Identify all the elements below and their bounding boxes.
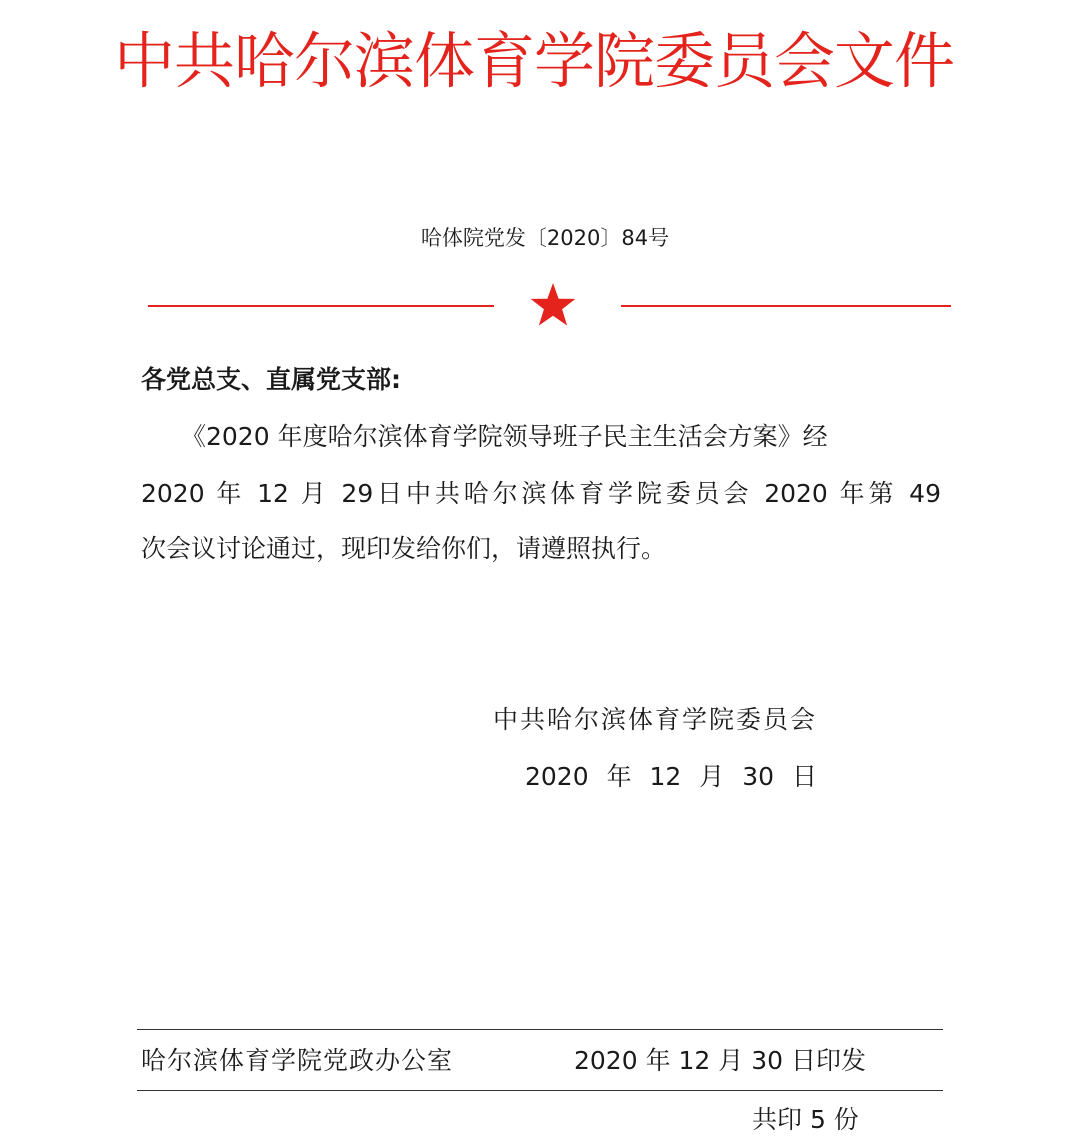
paragraph-line: 次会议讨论通过，现印发给你们，请遵照执行。	[141, 534, 667, 563]
document-header-title: 中共哈尔滨体育学院委员会文件	[113, 26, 954, 97]
footer-issue-date: 2020 年 12 月 30 日印发	[574, 1046, 866, 1075]
paragraph-line: 《2020 年度哈尔滨体育学院领导班子民主生活会方案》经	[181, 422, 828, 451]
header-divider-right	[621, 305, 951, 307]
footer-copies: 共印 5 份	[752, 1105, 859, 1134]
footer-office: 哈尔滨体育学院党政办公室	[141, 1046, 454, 1075]
paragraph-line: 2020 年 12 月 29日中共哈尔滨体育学院委员会 2020 年第 49	[141, 479, 941, 508]
red-star-icon	[529, 280, 577, 328]
document-number: 哈体院党发〔2020〕84号	[420, 226, 670, 250]
signature-organization: 中共哈尔滨体育学院委员会	[493, 705, 818, 734]
header-divider-left	[148, 305, 494, 307]
footer-divider-top	[137, 1029, 943, 1030]
signature-date: 2020 年 12 月 30 日	[525, 762, 817, 791]
addressee: 各党总支、直属党支部:	[141, 365, 401, 394]
footer-divider-bottom	[137, 1090, 943, 1091]
